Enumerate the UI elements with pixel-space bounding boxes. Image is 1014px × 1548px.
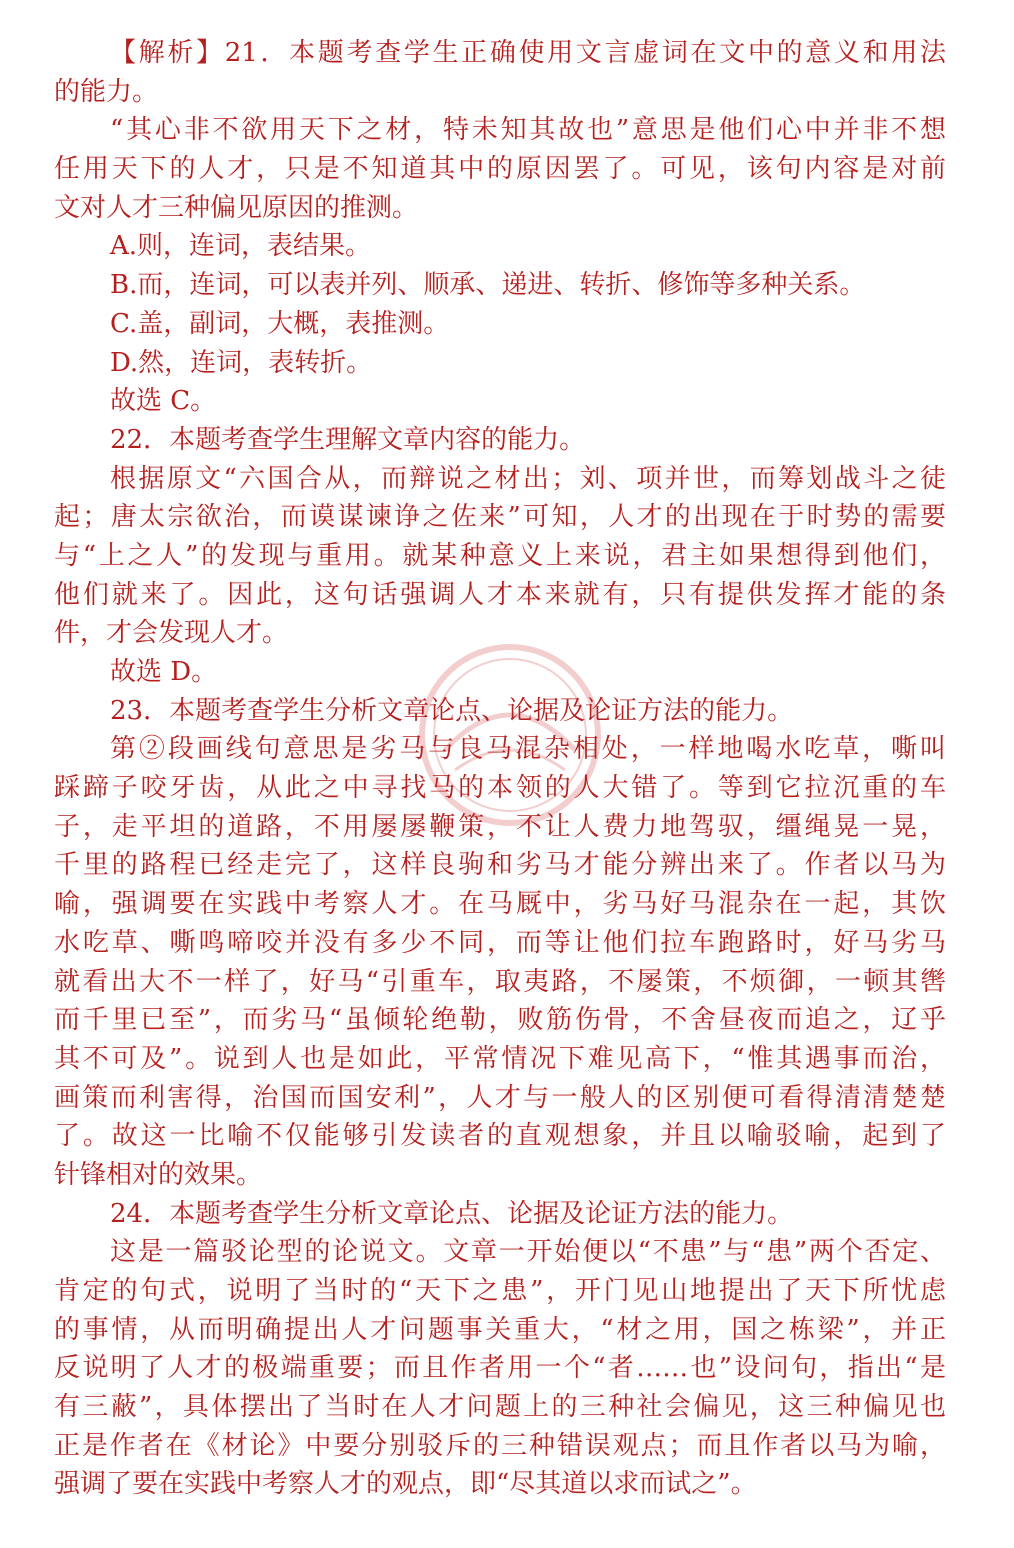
text-line: 故选 D。 — [110, 657, 218, 687]
text-line: 画策而利害得，治国而国安利”，人才与一般人的区别便可看得清清楚楚 — [54, 1082, 946, 1113]
text-line: 的事情，从而明确提出人才问题事关重大，“材之用，国之栋梁”，并正 — [54, 1314, 946, 1345]
text-line: 了。故这一比喻不仅能够引发读者的直观想象，并且以喻驳喻，起到了 — [54, 1121, 946, 1152]
text-line: 千里的路程已经走完了，这样良驹和劣马才能分辨出来了。作者以马为 — [54, 850, 946, 881]
text-line: 子，走平坦的道路，不用屡屡鞭策，不让人费力地驾驭，缰绳晃一晃， — [54, 811, 946, 842]
text-line: A.则，连词，表结果。 — [110, 231, 372, 262]
text-line: 就看出大不一样了，好马“引重车，取夷路，不屡策，不烦御，一顿其辔 — [54, 966, 946, 997]
text-line: 文对人才三种偏见原因的推测。 — [54, 192, 419, 223]
text-line: 喻，强调要在实践中考察人才。在马厩中，劣马好马混杂在一起，其饮 — [54, 889, 946, 920]
answer-analysis-page — [54, 34, 946, 1504]
text-line: 任用天下的人才，只是不知道其中的原因罢了。可见，该句内容是对前 — [54, 154, 946, 185]
text-line: 正是作者在《材论》中要分别驳斥的三种错误观点；而且作者以马为喻， — [54, 1430, 946, 1461]
text-line: C.盖，副词，大概，表推测。 — [110, 308, 450, 339]
text-line: 起；唐太宗欲治，而谟谋谏诤之佐来”可知，人才的出现在于时势的需要 — [54, 502, 946, 533]
text-line: 这是一篇驳论型的论说文。文章一开始便以“不患”与“患”两个否定、 — [110, 1237, 946, 1268]
text-line: 踩蹄子咬牙齿，从此之中寻找马的本领的人大错了。等到它拉沉重的车 — [54, 773, 946, 804]
text-line: 水吃草、嘶鸣啼咬并没有多少不同，而等让他们拉车跑路时，好马劣马 — [54, 927, 946, 958]
text-line: D.然，连词，表转折。 — [110, 347, 373, 378]
text-line: 强调了要在实践中考察人才的观点，即“尽其道以求而试之”。 — [54, 1469, 757, 1500]
text-line: 23．本题考查学生分析文章论点、论据及论证方法的能力。 — [110, 695, 794, 726]
text-line: 他们就来了。因此，这句话强调人才本来就有，只有提供发挥才能的条 — [54, 579, 946, 610]
text-line: “其心非不欲用天下之材，特未知其故也”意思是他们心中并非不想 — [110, 115, 946, 146]
text-line: 件，才会发现人才。 — [54, 618, 289, 649]
text-line: 故选 C。 — [110, 386, 217, 417]
text-line: 与“上之人”的发现与重用。就某种意义上来说，君主如果想得到他们， — [54, 540, 946, 571]
text-line: 第②段画线句意思是劣马与良马混杂相处，一样地喝水吃草，嘶叫 — [110, 734, 946, 765]
text-line: 其不可及”。说到人也是如此，平常情况下难见高下，“惟其遇事而治， — [54, 1043, 946, 1074]
text-line: 肯定的句式，说明了当时的“天下之患”，开门见山地提出了天下所忧虑 — [54, 1276, 946, 1306]
text-line: 的能力。 — [54, 76, 159, 107]
text-line: 【解析】21．本题考查学生正确使用文言虚词在文中的意义和用法 — [110, 38, 946, 68]
text-line: 根据原文“六国合从，而辩说之材出；刘、项并世，而筹划战斗之徒 — [110, 463, 946, 494]
text-line: 反说明了人才的极端重要；而且作者用一个“者……也”设问句，指出“是 — [54, 1353, 946, 1384]
text-line: 有三蔽”，具体摆出了当时在人才问题上的三种社会偏见，这三种偏见也 — [54, 1392, 946, 1423]
text-line: B.而，连词，可以表并列、顺承、递进、转折、修饰等多种关系。 — [110, 270, 866, 301]
text-line: 而千里已至”，而劣马“虽倾轮绝勒，败筋伤骨，不舍昼夜而追之，辽乎 — [54, 1005, 946, 1036]
text-line: 22．本题考查学生理解文章内容的能力。 — [110, 424, 586, 455]
text-line: 针锋相对的效果。 — [54, 1159, 263, 1190]
text-line: 24．本题考查学生分析文章论点、论据及论证方法的能力。 — [110, 1198, 794, 1229]
